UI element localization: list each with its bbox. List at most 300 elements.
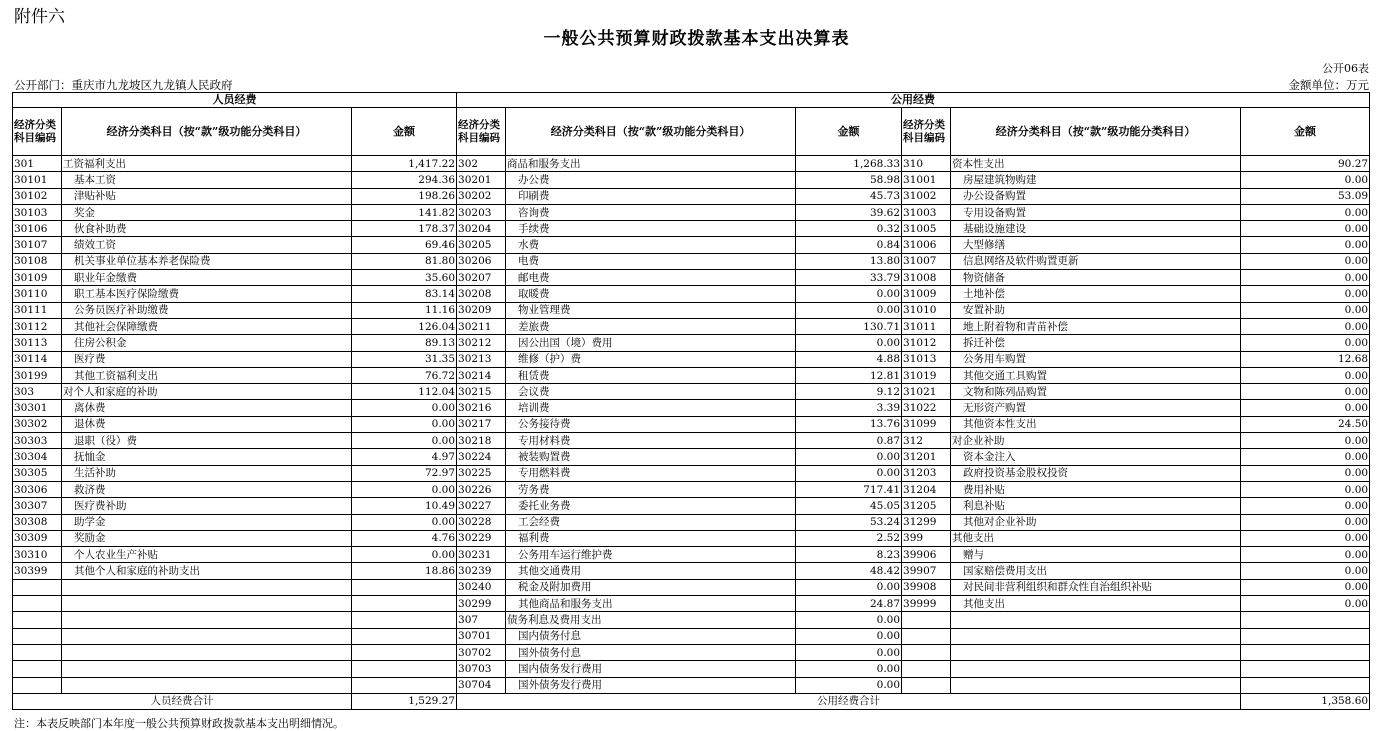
table-row <box>13 579 1370 595</box>
cell-amount: 45.73 <box>796 188 902 204</box>
cell-code <box>13 579 62 595</box>
cell-name: 会议费 <box>506 384 796 400</box>
cell-name: 土地补偿 <box>951 286 1241 302</box>
cell-code: 31205 <box>902 498 951 514</box>
cell-name: 办公设备购置 <box>951 188 1241 204</box>
cell-code: 30240 <box>457 579 506 595</box>
cell-name: 委托业务费 <box>506 498 796 514</box>
cell-code: 30103 <box>13 204 62 220</box>
cell-amount: 0.00 <box>352 547 457 563</box>
cell-code: 30701 <box>457 628 506 644</box>
table-row <box>13 286 1370 302</box>
cell-code: 30205 <box>457 237 506 253</box>
cell-code: 31007 <box>902 253 951 269</box>
cell-name: 资本金注入 <box>951 449 1241 465</box>
cell-code: 39907 <box>902 563 951 579</box>
cell-name: 工资福利支出 <box>62 156 352 172</box>
cell-amount: 141.82 <box>352 204 457 220</box>
cell-name: 对民间非营利组织和群众性自治组织补贴 <box>951 579 1241 595</box>
cell-name <box>951 628 1241 644</box>
cell-name <box>951 677 1241 693</box>
cell-name: 邮电费 <box>506 270 796 286</box>
cell-code: 307 <box>457 612 506 628</box>
table-row <box>13 514 1370 530</box>
cell-name: 因公出国（境）费用 <box>506 335 796 351</box>
cell-code: 30209 <box>457 302 506 318</box>
cell-code: 30107 <box>13 237 62 253</box>
cell-name: 物资储备 <box>951 270 1241 286</box>
cell-code: 30106 <box>13 221 62 237</box>
cell-code: 30111 <box>13 302 62 318</box>
cell-code: 30306 <box>13 481 62 497</box>
cell-code: 31003 <box>902 204 951 220</box>
cell-code: 31010 <box>902 302 951 318</box>
cell-name: 国内债务付息 <box>506 628 796 644</box>
cell-name: 职工基本医疗保险缴费 <box>62 286 352 302</box>
cell-name: 福利费 <box>506 530 796 546</box>
cell-name: 离休费 <box>62 400 352 416</box>
cell-code: 30303 <box>13 433 62 449</box>
cell-code: 31299 <box>902 514 951 530</box>
cell-code: 30309 <box>13 530 62 546</box>
cell-amount: 53.09 <box>1241 188 1370 204</box>
cell-code: 31013 <box>902 351 951 367</box>
cell-name <box>62 661 352 677</box>
cell-code: 30206 <box>457 253 506 269</box>
table-row <box>13 547 1370 563</box>
cell-code <box>902 661 951 677</box>
cell-code: 31011 <box>902 318 951 334</box>
cell-amount <box>352 644 457 660</box>
cell-amount: 0.00 <box>352 400 457 416</box>
cell-name: 专用设备购置 <box>951 204 1241 220</box>
col-header-code: 经济分类科目编码 <box>13 108 62 156</box>
cell-amount: 0.00 <box>796 579 902 595</box>
col-header-amount: 金额 <box>1241 108 1370 156</box>
cell-amount: 81.80 <box>352 253 457 269</box>
cell-name: 租赁费 <box>506 367 796 383</box>
table-row <box>13 384 1370 400</box>
cell-name: 其他支出 <box>951 530 1241 546</box>
cell-name: 公务用车运行维护费 <box>506 547 796 563</box>
table-row <box>13 628 1370 644</box>
cell-name: 劳务费 <box>506 481 796 497</box>
cell-code: 312 <box>902 433 951 449</box>
cell-name: 公务用车购置 <box>951 351 1241 367</box>
cell-amount: 0.84 <box>796 237 902 253</box>
cell-name: 拆迁补偿 <box>951 335 1241 351</box>
cell-name: 基础设施建设 <box>951 221 1241 237</box>
cell-amount: 35.60 <box>352 270 457 286</box>
cell-name: 退休费 <box>62 416 352 432</box>
cell-code: 31005 <box>902 221 951 237</box>
cell-amount: 4.97 <box>352 449 457 465</box>
cell-code: 39999 <box>902 596 951 612</box>
cell-amount: 33.79 <box>796 270 902 286</box>
cell-name: 退职（役）费 <box>62 433 352 449</box>
department-label: 公开部门：重庆市九龙坡区九龙镇人民政府 <box>14 78 233 92</box>
cell-amount: 0.00 <box>1241 237 1370 253</box>
cell-name <box>951 661 1241 677</box>
cell-name: 安置补助 <box>951 302 1241 318</box>
table-row <box>13 449 1370 465</box>
cell-amount: 12.68 <box>1241 351 1370 367</box>
cell-name: 被装购置费 <box>506 449 796 465</box>
table-row <box>13 400 1370 416</box>
table-row <box>13 498 1370 514</box>
cell-amount: 72.97 <box>352 465 457 481</box>
cell-code: 30224 <box>457 449 506 465</box>
public-total-value: 1,358.60 <box>1241 693 1370 709</box>
cell-code: 30304 <box>13 449 62 465</box>
cell-amount: 0.00 <box>1241 302 1370 318</box>
cell-amount: 0.00 <box>1241 579 1370 595</box>
cell-name <box>62 596 352 612</box>
cell-name <box>62 644 352 660</box>
cell-name: 其他交通工具购置 <box>951 367 1241 383</box>
cell-name: 办公费 <box>506 172 796 188</box>
cell-name: 机关事业单位基本养老保险费 <box>62 253 352 269</box>
cell-amount: 717.41 <box>796 481 902 497</box>
cell-amount: 13.80 <box>796 253 902 269</box>
cell-name: 其他对企业补助 <box>951 514 1241 530</box>
table-row <box>13 188 1370 204</box>
cell-name: 手续费 <box>506 221 796 237</box>
cell-code: 30101 <box>13 172 62 188</box>
cell-name: 伙食补助费 <box>62 221 352 237</box>
cell-amount: 0.00 <box>796 465 902 481</box>
cell-amount: 11.16 <box>352 302 457 318</box>
cell-name: 奖励金 <box>62 530 352 546</box>
table-row <box>13 530 1370 546</box>
cell-amount: 48.42 <box>796 563 902 579</box>
cell-amount <box>1241 661 1370 677</box>
cell-amount: 2.52 <box>796 530 902 546</box>
cell-code <box>13 644 62 660</box>
cell-name <box>62 612 352 628</box>
cell-amount <box>352 579 457 595</box>
table-row <box>13 416 1370 432</box>
cell-amount: 3.39 <box>796 400 902 416</box>
cell-code: 30302 <box>13 416 62 432</box>
cell-amount: 126.04 <box>352 318 457 334</box>
attachment-label: 附件六 <box>14 7 65 27</box>
cell-code <box>902 628 951 644</box>
cell-amount: 0.00 <box>796 644 902 660</box>
cell-amount <box>352 596 457 612</box>
cell-amount: 0.00 <box>1241 481 1370 497</box>
section-public: 公用经费 <box>457 93 1370 108</box>
cell-code: 39908 <box>902 579 951 595</box>
cell-code: 30108 <box>13 253 62 269</box>
cell-code: 30213 <box>457 351 506 367</box>
cell-amount <box>1241 644 1370 660</box>
cell-code <box>13 628 62 644</box>
cell-amount: 76.72 <box>352 367 457 383</box>
cell-code: 31099 <box>902 416 951 432</box>
cell-code: 301 <box>13 156 62 172</box>
cell-code: 302 <box>457 156 506 172</box>
table-row <box>13 156 1370 172</box>
cell-name: 印刷费 <box>506 188 796 204</box>
cell-code <box>902 644 951 660</box>
cell-amount: 31.35 <box>352 351 457 367</box>
footnote: 注：本表反映部门本年度一般公共预算财政拨款基本支出明细情况。 <box>14 717 344 730</box>
cell-name <box>62 677 352 693</box>
cell-amount: 0.00 <box>1241 400 1370 416</box>
cell-code <box>13 661 62 677</box>
cell-amount: 0.00 <box>796 302 902 318</box>
cell-name: 水费 <box>506 237 796 253</box>
cell-code: 31021 <box>902 384 951 400</box>
cell-amount: 90.27 <box>1241 156 1370 172</box>
col-header-name: 经济分类科目（按“款”级功能分类科目） <box>506 108 796 156</box>
table-row <box>13 481 1370 497</box>
cell-amount: 0.00 <box>352 416 457 432</box>
table-row <box>13 465 1370 481</box>
cell-amount: 18.86 <box>352 563 457 579</box>
table-row <box>13 351 1370 367</box>
col-header-name: 经济分类科目（按“款”级功能分类科目） <box>62 108 352 156</box>
cell-name: 个人农业生产补贴 <box>62 547 352 563</box>
cell-amount: 178.37 <box>352 221 457 237</box>
cell-amount: 0.00 <box>352 514 457 530</box>
cell-code: 30227 <box>457 498 506 514</box>
cell-code: 30214 <box>457 367 506 383</box>
col-header-code: 经济分类科目编码 <box>457 108 506 156</box>
cell-amount <box>352 677 457 693</box>
cell-code: 30207 <box>457 270 506 286</box>
cell-amount: 0.00 <box>1241 318 1370 334</box>
cell-name: 资本性支出 <box>951 156 1241 172</box>
cell-amount: 1,417.22 <box>352 156 457 172</box>
cell-code <box>13 677 62 693</box>
table-row <box>13 221 1370 237</box>
cell-name: 地上附着物和青苗补偿 <box>951 318 1241 334</box>
cell-amount: 0.00 <box>1241 335 1370 351</box>
cell-name: 其他支出 <box>951 596 1241 612</box>
cell-name: 工会经费 <box>506 514 796 530</box>
cell-code: 31201 <box>902 449 951 465</box>
cell-code: 30305 <box>13 465 62 481</box>
table-row <box>13 270 1370 286</box>
cell-amount <box>1241 677 1370 693</box>
cell-code: 30102 <box>13 188 62 204</box>
cell-name: 其他个人和家庭的补助支出 <box>62 563 352 579</box>
cell-code: 30202 <box>457 188 506 204</box>
cell-code: 30239 <box>457 563 506 579</box>
section-personnel: 人员经费 <box>13 93 457 108</box>
page-title: 一般公共预算财政拨款基本支出决算表 <box>543 29 850 49</box>
table-row <box>13 253 1370 269</box>
col-header-code: 经济分类科目编码 <box>902 108 951 156</box>
cell-amount: 69.46 <box>352 237 457 253</box>
cell-amount: 0.00 <box>1241 221 1370 237</box>
cell-name: 专用燃料费 <box>506 465 796 481</box>
cell-amount: 0.00 <box>796 661 902 677</box>
cell-code: 30702 <box>457 644 506 660</box>
cell-amount: 0.00 <box>352 481 457 497</box>
cell-amount: 0.00 <box>796 677 902 693</box>
cell-name: 咨询费 <box>506 204 796 220</box>
cell-name: 救济费 <box>62 481 352 497</box>
cell-name: 助学金 <box>62 514 352 530</box>
table-row <box>13 318 1370 334</box>
cell-code: 30212 <box>457 335 506 351</box>
form-code: 公开06表 <box>1322 62 1369 75</box>
cell-name: 职业年金缴费 <box>62 270 352 286</box>
cell-amount: 0.00 <box>1241 433 1370 449</box>
cell-name: 医疗费 <box>62 351 352 367</box>
table-row <box>13 644 1370 660</box>
cell-amount: 0.00 <box>796 612 902 628</box>
table-row <box>13 612 1370 628</box>
cell-amount: 0.00 <box>1241 465 1370 481</box>
cell-name: 商品和服务支出 <box>506 156 796 172</box>
cell-code: 31008 <box>902 270 951 286</box>
cell-amount: 0.00 <box>1241 547 1370 563</box>
cell-amount: 0.00 <box>1241 384 1370 400</box>
cell-name: 取暖费 <box>506 286 796 302</box>
cell-name: 差旅费 <box>506 318 796 334</box>
expenditure-table <box>12 92 1370 710</box>
cell-code: 30399 <box>13 563 62 579</box>
cell-amount: 0.00 <box>1241 270 1370 286</box>
cell-amount: 0.00 <box>796 449 902 465</box>
cell-name: 国外债务发行费用 <box>506 677 796 693</box>
cell-code: 30114 <box>13 351 62 367</box>
cell-name: 住房公积金 <box>62 335 352 351</box>
cell-code: 31009 <box>902 286 951 302</box>
cell-name: 维修（护）费 <box>506 351 796 367</box>
cell-name <box>951 644 1241 660</box>
cell-amount: 0.00 <box>1241 204 1370 220</box>
table-row <box>13 204 1370 220</box>
public-total-label: 公用经费合计 <box>457 693 1241 709</box>
cell-name: 国家赔偿费用支出 <box>951 563 1241 579</box>
cell-amount: 0.32 <box>796 221 902 237</box>
cell-amount: 0.00 <box>1241 286 1370 302</box>
cell-code: 30218 <box>457 433 506 449</box>
cell-code: 31019 <box>902 367 951 383</box>
personnel-total-value: 1,529.27 <box>352 693 457 709</box>
cell-amount: 0.00 <box>1241 498 1370 514</box>
cell-code: 30703 <box>457 661 506 677</box>
cell-amount: 0.00 <box>1241 367 1370 383</box>
cell-name: 医疗费补助 <box>62 498 352 514</box>
cell-code <box>13 612 62 628</box>
cell-amount: 0.00 <box>796 286 902 302</box>
cell-code: 30228 <box>457 514 506 530</box>
cell-name: 税金及附加费用 <box>506 579 796 595</box>
cell-name <box>62 628 352 644</box>
table-row <box>13 596 1370 612</box>
cell-name: 对个人和家庭的补助 <box>62 384 352 400</box>
cell-amount: 13.76 <box>796 416 902 432</box>
col-header-amount: 金额 <box>796 108 902 156</box>
cell-code: 30199 <box>13 367 62 383</box>
cell-amount <box>352 628 457 644</box>
cell-amount: 4.76 <box>352 530 457 546</box>
cell-code: 30301 <box>13 400 62 416</box>
cell-amount: 9.12 <box>796 384 902 400</box>
cell-amount: 24.87 <box>796 596 902 612</box>
cell-code: 30113 <box>13 335 62 351</box>
cell-name: 费用补贴 <box>951 481 1241 497</box>
cell-name: 其他商品和服务支出 <box>506 596 796 612</box>
table-row <box>13 563 1370 579</box>
cell-amount: 0.00 <box>1241 514 1370 530</box>
cell-code <box>13 596 62 612</box>
cell-code: 30110 <box>13 286 62 302</box>
cell-code: 30231 <box>457 547 506 563</box>
cell-amount: 0.00 <box>1241 253 1370 269</box>
cell-code: 30217 <box>457 416 506 432</box>
cell-name: 政府投资基金股权投资 <box>951 465 1241 481</box>
cell-amount <box>1241 612 1370 628</box>
cell-name: 国内债务发行费用 <box>506 661 796 677</box>
cell-code: 30203 <box>457 204 506 220</box>
cell-code: 30299 <box>457 596 506 612</box>
cell-code: 30307 <box>13 498 62 514</box>
cell-code: 310 <box>902 156 951 172</box>
cell-amount: 294.36 <box>352 172 457 188</box>
cell-amount: 0.00 <box>1241 172 1370 188</box>
cell-name: 培训费 <box>506 400 796 416</box>
table-row <box>13 367 1370 383</box>
table-row <box>13 661 1370 677</box>
cell-amount: 45.05 <box>796 498 902 514</box>
cell-amount: 10.49 <box>352 498 457 514</box>
cell-name: 其他交通费用 <box>506 563 796 579</box>
cell-name: 信息网络及软件购置更新 <box>951 253 1241 269</box>
table-row <box>13 433 1370 449</box>
cell-code: 30215 <box>457 384 506 400</box>
cell-code: 30109 <box>13 270 62 286</box>
cell-code: 30211 <box>457 318 506 334</box>
table-row <box>13 302 1370 318</box>
cell-name: 专用材料费 <box>506 433 796 449</box>
cell-code: 30201 <box>457 172 506 188</box>
cell-amount: 0.87 <box>796 433 902 449</box>
table-row <box>13 335 1370 351</box>
cell-amount: 0.00 <box>352 433 457 449</box>
cell-amount: 0.00 <box>1241 563 1370 579</box>
cell-name: 绩效工资 <box>62 237 352 253</box>
cell-amount: 0.00 <box>796 628 902 644</box>
cell-amount: 130.71 <box>796 318 902 334</box>
cell-code: 31001 <box>902 172 951 188</box>
table-row <box>13 237 1370 253</box>
cell-amount <box>352 612 457 628</box>
cell-code <box>902 612 951 628</box>
cell-name: 公务员医疗补助缴费 <box>62 302 352 318</box>
cell-code: 30310 <box>13 547 62 563</box>
unit-label: 金额单位：万元 <box>1288 78 1369 92</box>
cell-code: 31203 <box>902 465 951 481</box>
cell-code: 31006 <box>902 237 951 253</box>
cell-code: 30216 <box>457 400 506 416</box>
cell-name <box>62 579 352 595</box>
cell-code: 303 <box>13 384 62 400</box>
cell-name: 无形资产购置 <box>951 400 1241 416</box>
cell-name: 赠与 <box>951 547 1241 563</box>
cell-code: 31204 <box>902 481 951 497</box>
cell-name <box>951 612 1241 628</box>
cell-name: 大型修缮 <box>951 237 1241 253</box>
cell-amount: 12.81 <box>796 367 902 383</box>
cell-name: 其他社会保障缴费 <box>62 318 352 334</box>
